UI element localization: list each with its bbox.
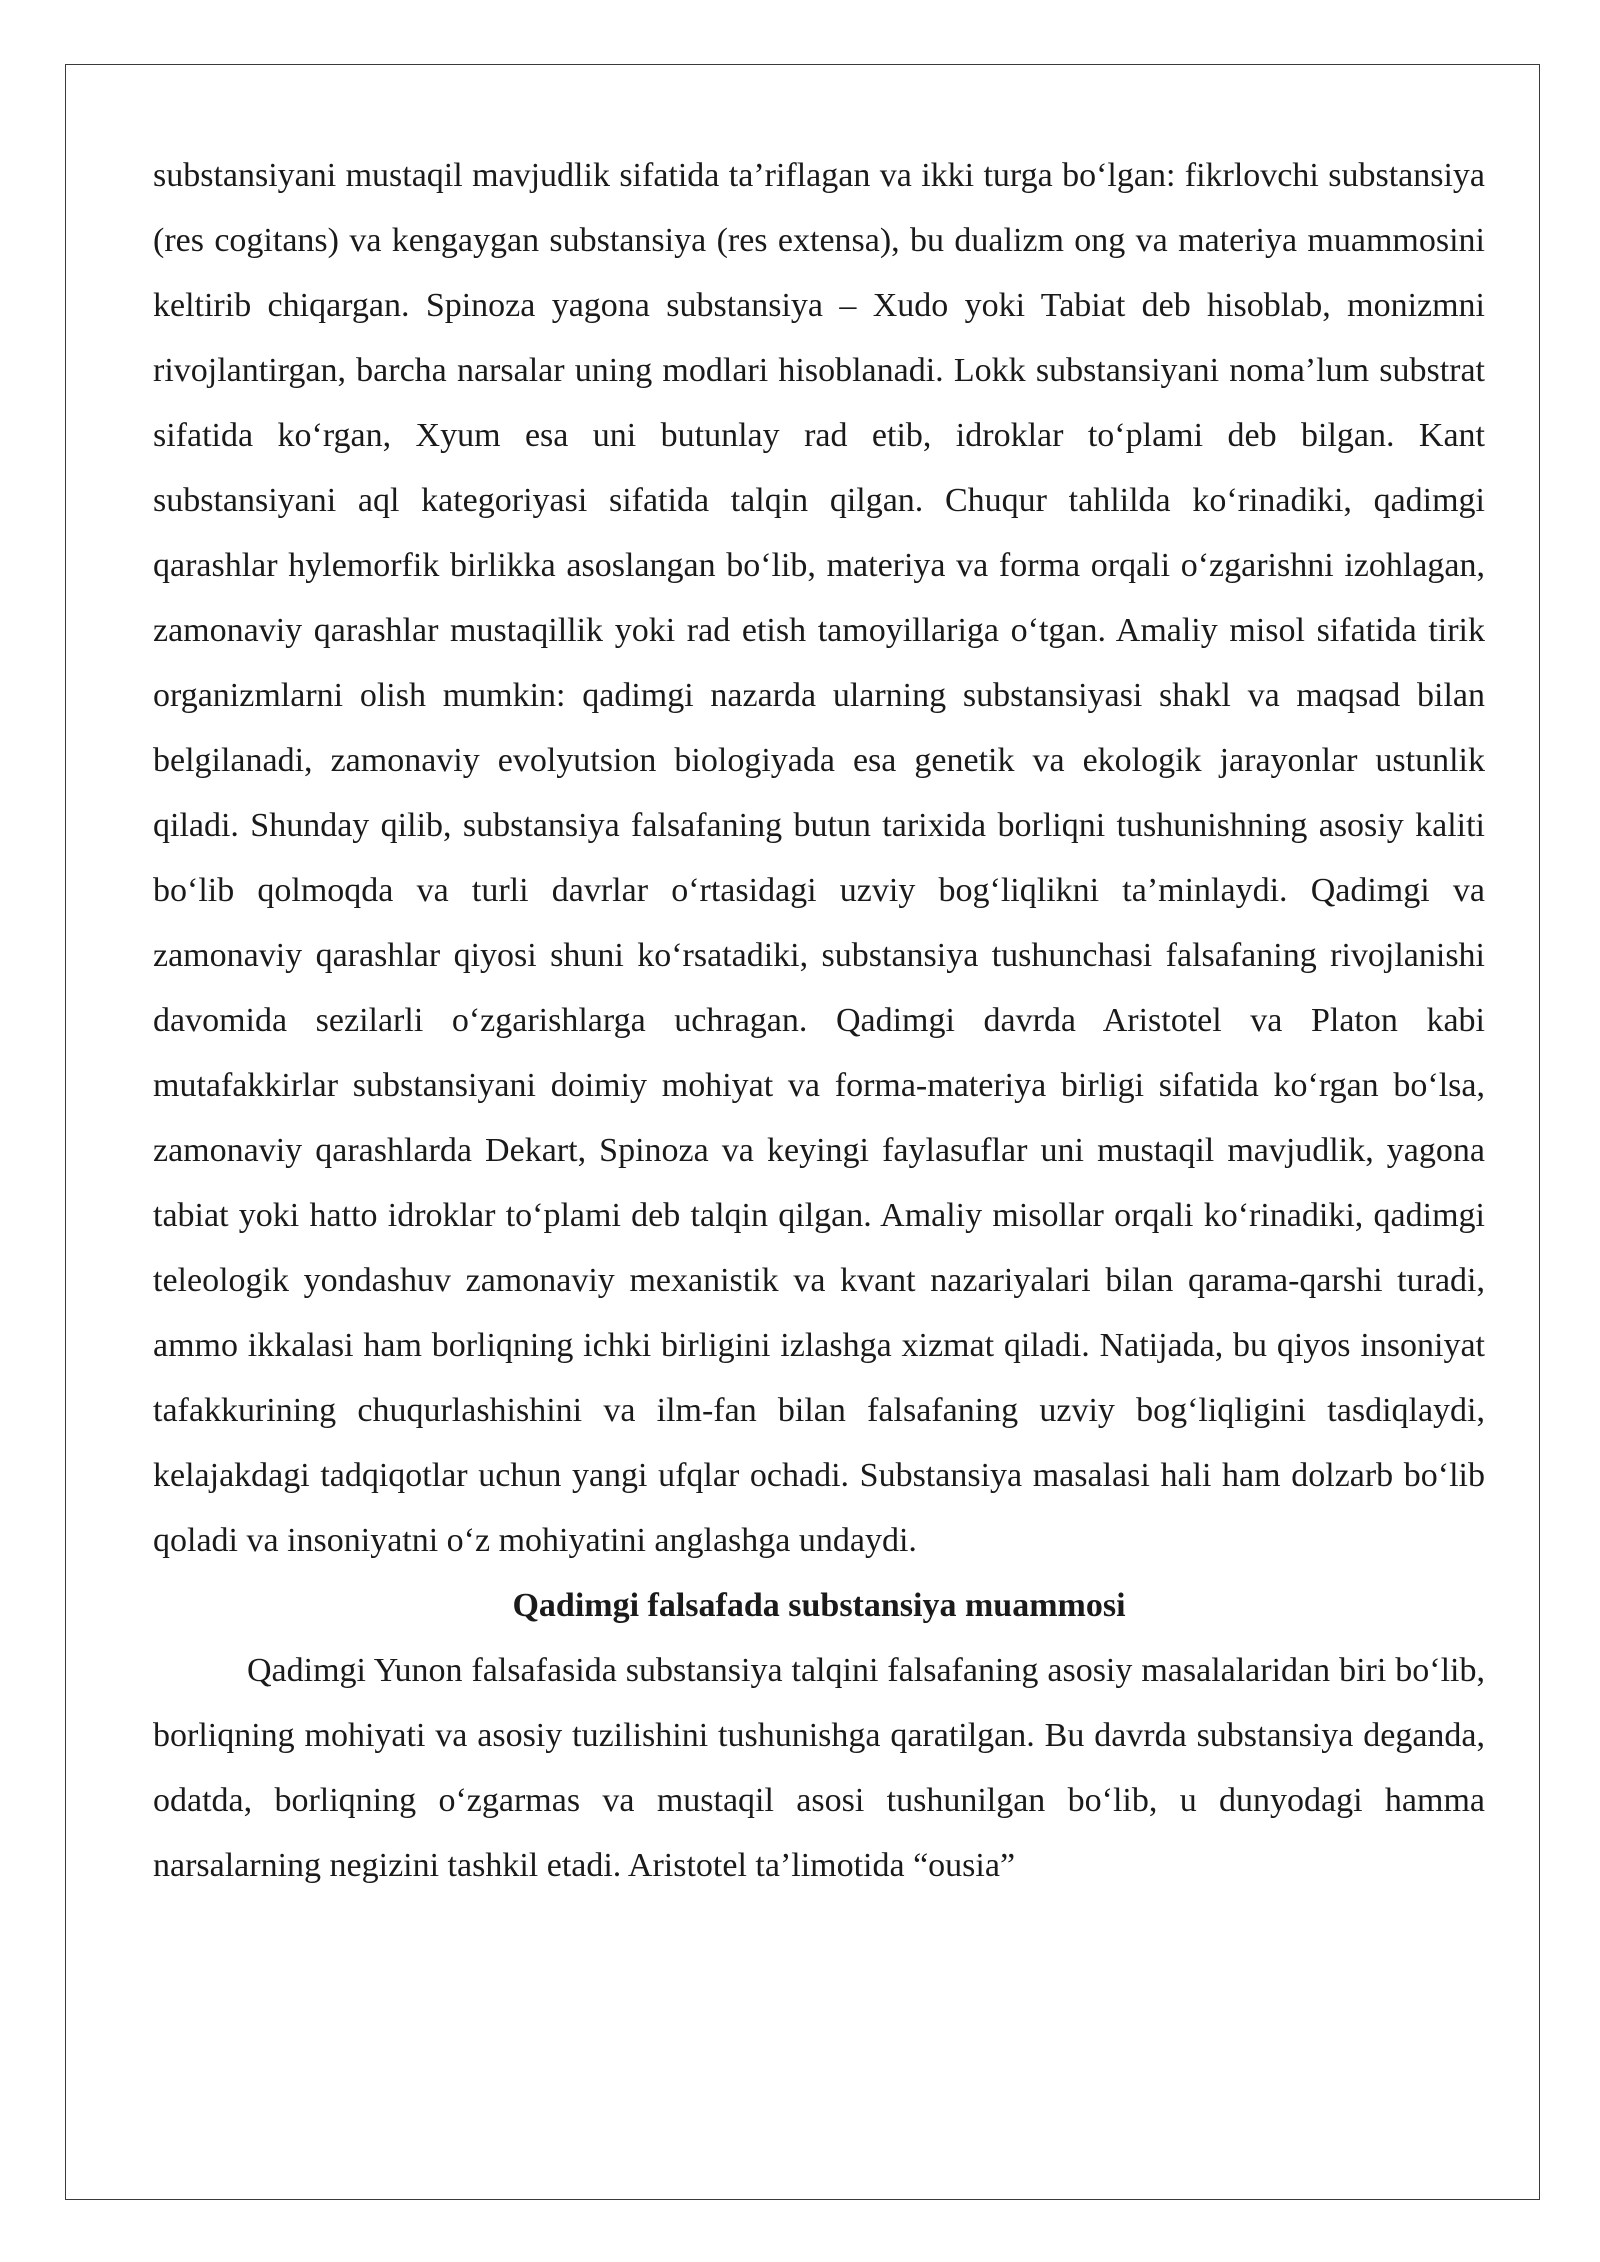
body-paragraph: substansiyani mustaqil mavjudlik sifatida ta’riflagan va ikki turga bo‘lgan: fikrlovchi substansiya (res cogitans) va kengaygan substansiya (res extensa), bu dualizm ong va materiya muammosini keltirib chiqargan. Spinoza yagona substansiya – Xudo yoki Tabiat deb hisoblab, monizmni rivojlantirgan, barcha narsalar uning modlari hisoblanadi. Lokk substansiyani noma’lum substrat sifatida ko‘rgan, Xyum esa uni butunlay rad etib, idroklar to‘plami deb bilgan. Kant substansiyani aql kategoriyasi sifatida talqin qilgan. Chuqur tahlilda ko‘rinadiki, qadimgi qarashlar hylemorfik birlikka asoslangan bo‘lib, materiya va forma orqali o‘zgarishni izohlagan, zamonaviy qarashlar mustaqillik yoki rad etish tamoyillariga o‘tgan. Amaliy misol sifatida tirik organizmlarni olish mumkin: qadimgi nazarda ularning substansiyasi shakl va maqsad bilan belgilanadi, zamonaviy evolyutsion biologiyada esa genetik va ekologik jarayonlar ustunlik qiladi. Shunday qilib, substansiya falsafaning butun tarixida borliqni tushunishning asosiy kaliti bo‘lib qolmoqda va turli davrlar o‘rtasidagi uzviy bog‘liqlikni ta’minlaydi. Qadimgi va zamonaviy qarashlar qiyosi shuni ko‘rsatadiki, substansiya tushunchasi falsafaning rivojlanishi davomida sezilarli o‘zgarishlarga uchragan. Qadimgi davrda Aristotel va Platon kabi mutafakkirlar substansiyani doimiy mohiyat va forma-materiya birligi sifatida ko‘rgan bo‘lsa, zamonaviy qarashlarda Dekart, Spinoza va keyingi faylasuflar uni mustaqil mavjudlik, yagona tabiat yoki hatto idroklar to‘plami deb talqin qilgan. Amaliy misollar orqali ko‘rinadiki, qadimgi teleologik yondashuv zamonaviy mexanistik va kvant nazariyalari bilan qarama-qarshi turadi, ammo ikkalasi ham borliqning ichki birligini izlashga xizmat qiladi. Natijada, bu qiyos insoniyat tafakkurining chuqurlashishini va ilm-fan bilan falsafaning uzviy bog‘liqligini tasdiqlaydi, kelajakdagi tadqiqotlar uchun yangi ufqlar ochadi. Substansiya masalasi hali ham dolzarb bo‘lib qoladi va insoniyatni o‘z mohiyatini anglashga undaydi. xyxy=(153,157,1485,1559)
section-heading: Qadimgi falsafada substansiya muammosi xyxy=(512,1587,1126,1624)
body-paragraph: Qadimgi Yunon falsafasida substansiya talqini falsafaning asosiy masalalaridan biri bo‘lib, borliqning mohiyati va asosiy tuzilishini tushunishga qaratilgan. Bu davrda substansiya deganda, odatda, borliqning o‘zgarmas va mustaqil asosi tushunilgan bo‘lib, u dunyodagi hamma narsalarning negizini tashkil etadi. Aristotel ta’limotida “ousia” xyxy=(153,1652,1485,1884)
document-body xyxy=(153,143,1485,1898)
